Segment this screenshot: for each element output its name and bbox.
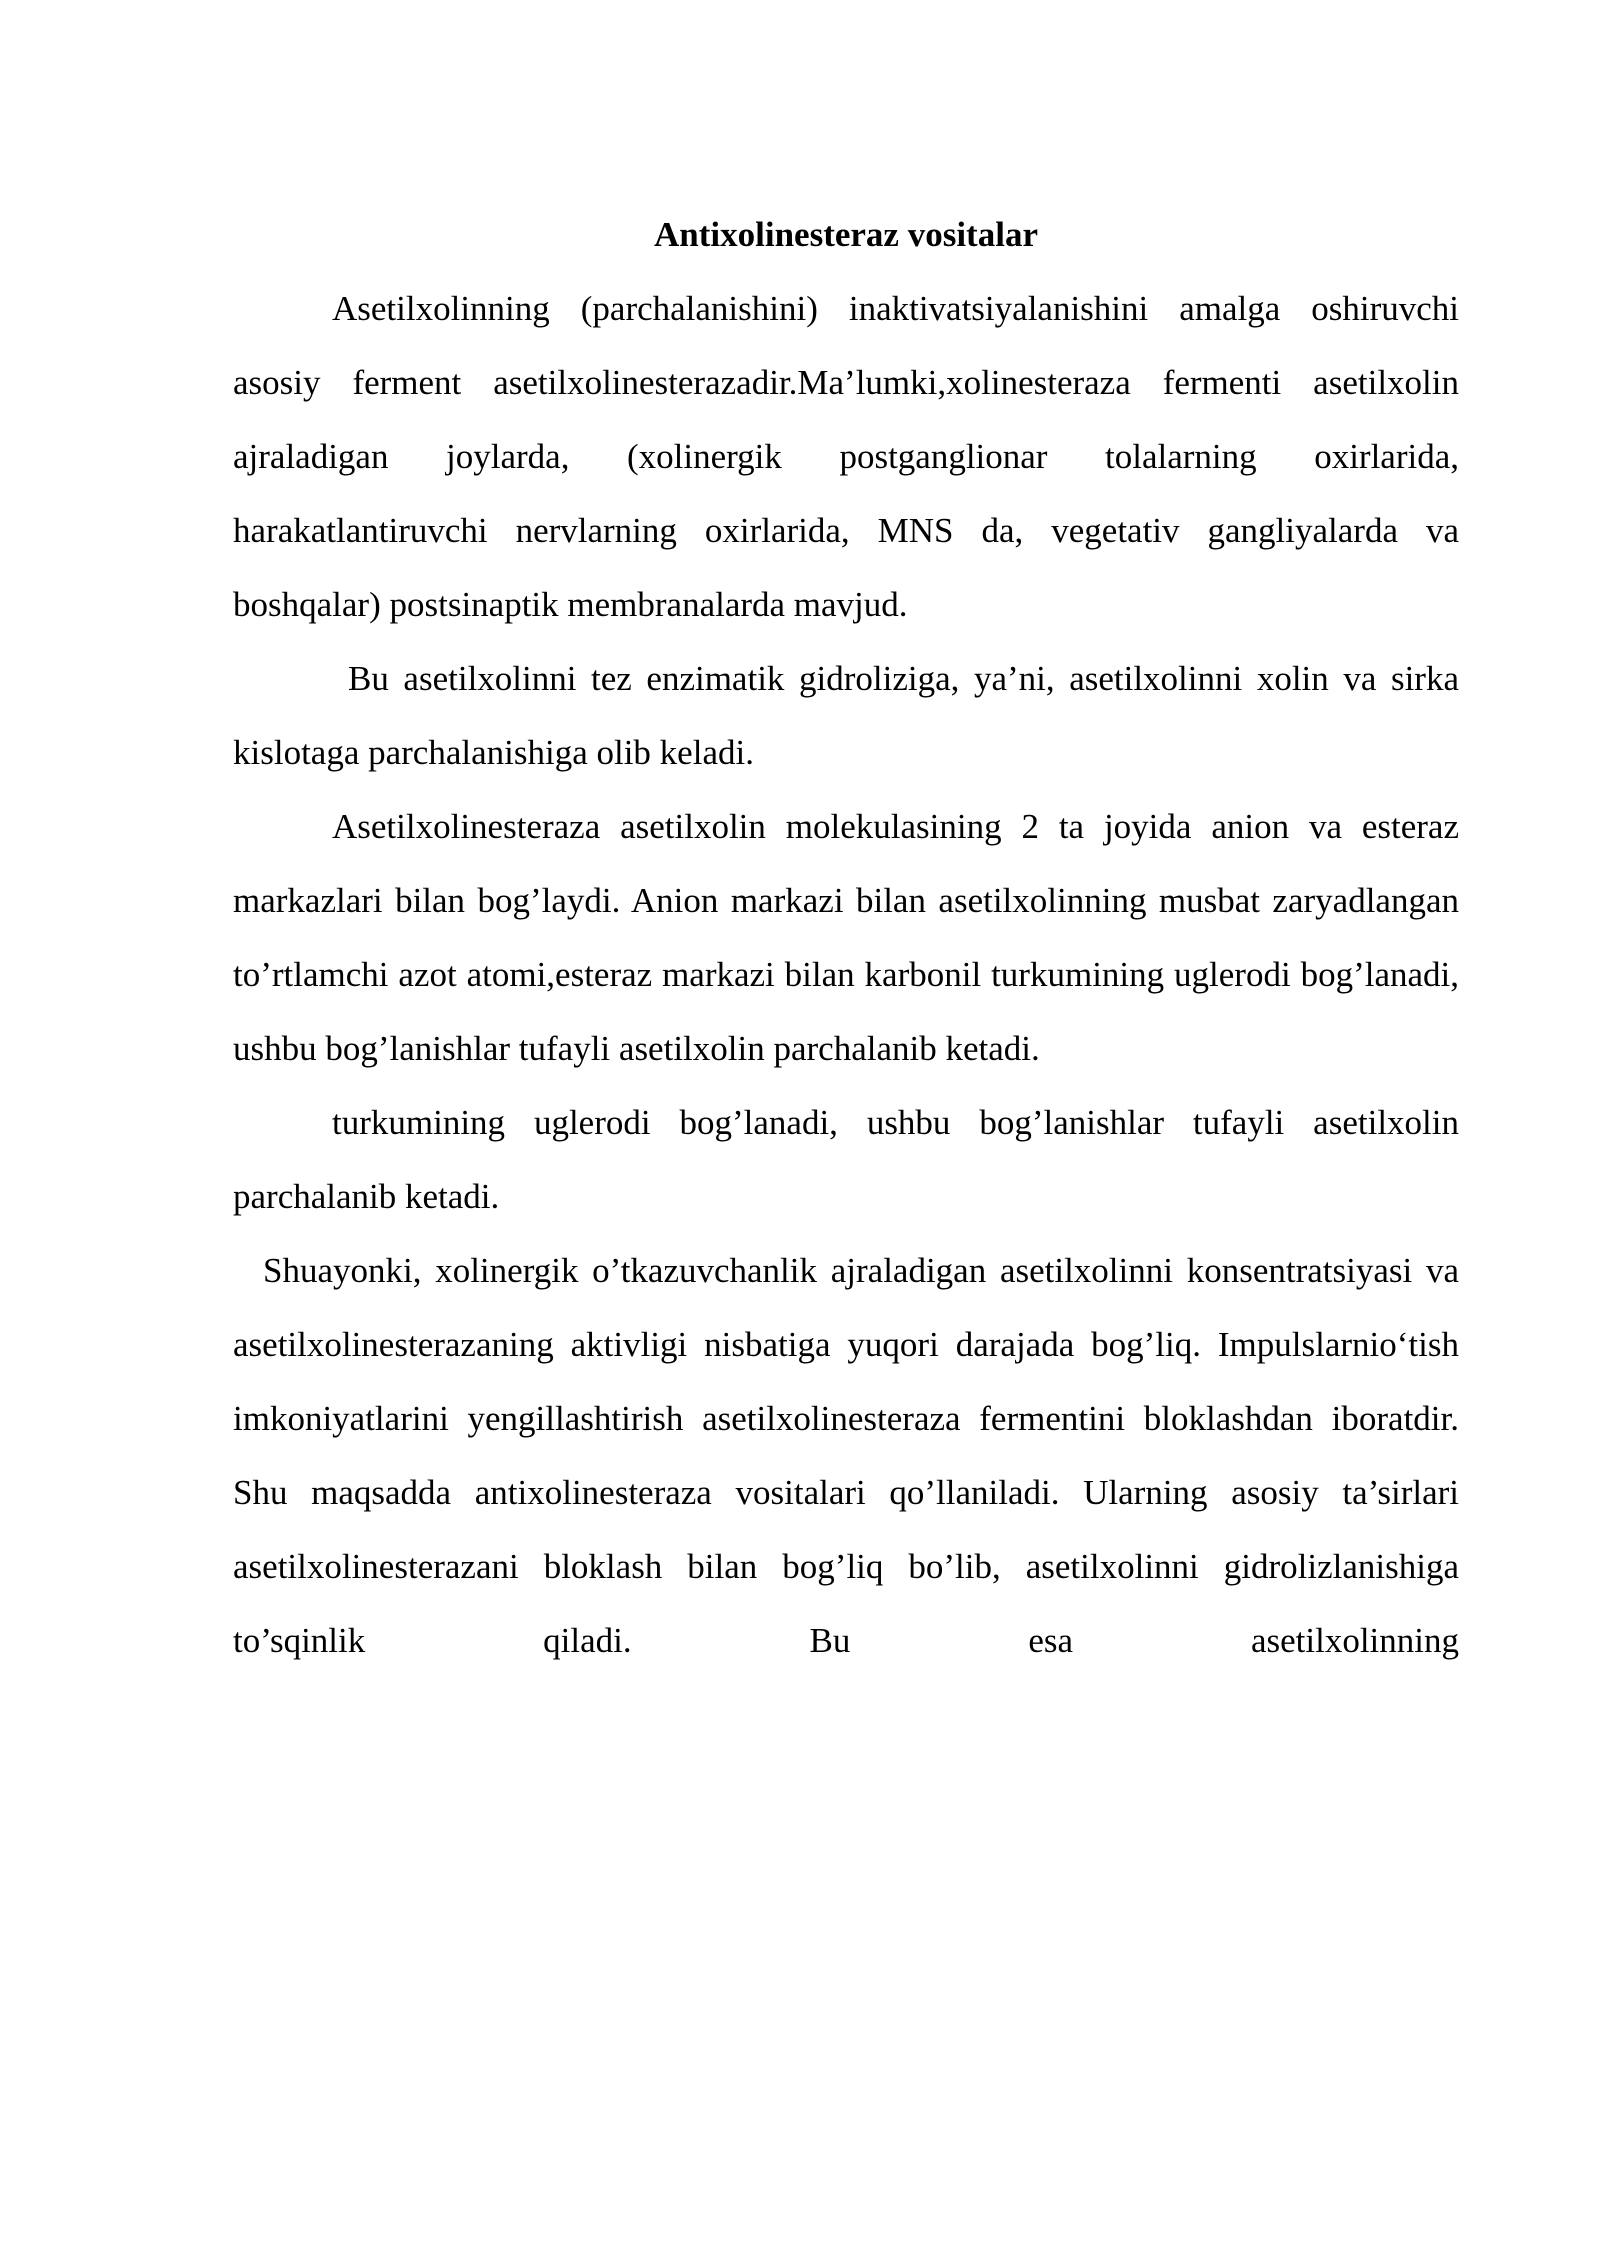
paragraph: turkumining uglerodi bog’lanadi, ushbu bog’lanishlar tufayli asetilxolin parchalanib ketadi. bbox=[233, 1103, 1459, 1216]
paragraph: Asetilxolinesteraza asetilxolin molekulasining 2 ta joyida anion va esteraz markazlari bilan bog’laydi. Anion markazi bilan asetilxolinning musbat zaryadlangan to’rtlamchi azot atomi,esteraz markazi bilan karbonil turkumining uglerodi bog’lanadi, ushbu bog’lanishlar tufayli asetilxolin parchalanib ketadi. bbox=[233, 807, 1459, 1068]
paragraph: Asetilxolinning (parchalanishini) inaktivatsiyalanishini amalga oshiruvchi asosiy ferment asetilxolinesterazadir.Ma’lumki,xolinesteraza fermenti asetilxolin ajraladigan joylarda, (xolinergik postganglionar tolalarning oxirlarida, harakatlantiruvchi nervlarning oxirlarida, MNS da, vegetativ gangliyalarda va boshqalar) postsinaptik membranalarda mavjud. bbox=[233, 289, 1459, 624]
paragraph: Shuayonki, xolinergik o’tkazuvchanlik ajraladigan asetilxolinni konsentratsiyasi va asetilxolinesterazaning aktivligi nisbatiga yuqori darajada bog’liq. Impulslarnioʻtish imkoniyatlarini yengillashtirish asetilxolinesteraza fermentini bloklashdan iboratdir. Shu maqsadda antixolinesteraza vositalari qo’llaniladi. Ularning asosiy ta’sirlari asetilxolinesterazani bloklash bilan bog’liq bo’lib, asetilxolinni gidrolizlanishiga to’sqinlik qiladi. Bu esa asetilxolinning bbox=[233, 1251, 1459, 1660]
document-title: Antixolinesteraz vositalar bbox=[654, 215, 1038, 254]
paragraph: Bu asetilxolinni tez enzimatik gidroliziga, ya’ni, asetilxolinni xolin va sirka kislotaga parchalanishiga olib keladi. bbox=[233, 659, 1459, 772]
